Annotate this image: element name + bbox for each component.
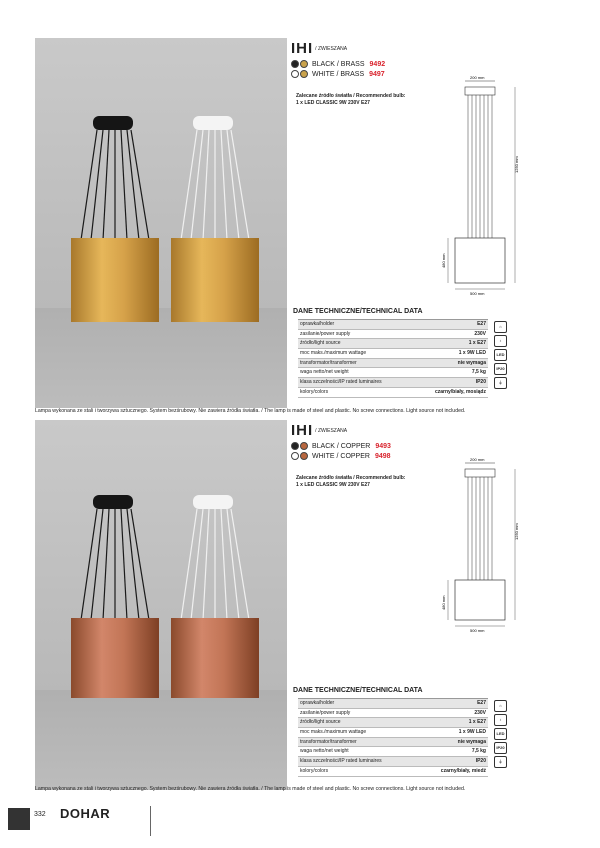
dim-top: 200 mm xyxy=(470,457,485,462)
tech-row: oprawka/holder E27 xyxy=(298,699,488,709)
tech-table xyxy=(298,698,488,777)
ground-icon: ⏚ xyxy=(494,756,507,768)
led-icon: LED xyxy=(494,349,507,361)
dim-top: 200 mm xyxy=(470,75,485,80)
ground-icon: ⏚ xyxy=(494,377,507,389)
tech-row: waga netto/net weight 7,5 kg xyxy=(298,747,488,757)
dim-width: 500 mm xyxy=(470,628,485,633)
lamp-illustration xyxy=(35,38,287,408)
home-icon: ⌂ xyxy=(494,321,507,333)
tech-icons xyxy=(494,700,506,770)
dim-shade: 480 mm xyxy=(441,253,446,268)
product-photo xyxy=(35,420,287,775)
tech-table xyxy=(298,319,488,398)
product-title: IHI / ZWIESZANA xyxy=(291,422,348,439)
tech-row: transformator/transformer nie wymaga xyxy=(298,738,488,748)
tech-row: kolory/colors czarny/biały, mosiądz xyxy=(298,388,488,398)
brand-logo: DOHAR xyxy=(60,806,111,821)
bulb-icon: ♁ xyxy=(494,714,507,726)
tech-row: źródło/light source 1 x E27 xyxy=(298,339,488,349)
tech-row: źródło/light source 1 x E27 xyxy=(298,718,488,728)
variant-2: WHITE / COPPER 9498 xyxy=(291,452,391,460)
tech-icons xyxy=(494,321,506,391)
lamp-illustration xyxy=(35,420,287,775)
product-section-2 xyxy=(0,420,600,790)
variant-1: BLACK / COPPER 9493 xyxy=(291,442,391,450)
tech-row: waga netto/net weight 7,5 kg xyxy=(298,368,488,378)
ip20-icon: IP20 xyxy=(494,742,507,754)
product-photo xyxy=(35,38,287,408)
tech-row: transformator/transformer nie wymaga xyxy=(298,359,488,369)
home-icon: ⌂ xyxy=(494,700,507,712)
led-icon: LED xyxy=(494,728,507,740)
dim-height: 1250 mm xyxy=(514,156,519,173)
tech-row: kolory/colors czarny/biały, miedź xyxy=(298,767,488,777)
tech-title: DANE TECHNICZNE/TECHNICAL DATA xyxy=(293,687,423,694)
recommended-bulb: Zalecane źródło światła / Recommended bulb: 1 x LED CLASSIC 9W 230V E27 xyxy=(296,93,406,106)
tech-title: DANE TECHNICZNE/TECHNICAL DATA xyxy=(293,308,423,315)
product-note: Lampa wykonana ze stali i tworzywa sztucznego. System bezśrubowy. Nie zawiera źródła światła. / The lamp is made of steel and plastic. No screw connections. Light source not included. xyxy=(35,786,466,792)
product-title: IHI / ZWIESZANA xyxy=(291,40,348,57)
tech-row: moc maks./maximum wattage 1 x 9W LED xyxy=(298,728,488,738)
dimension-drawing xyxy=(430,455,530,675)
tech-row: zasilanie/power supply 230V xyxy=(298,330,488,340)
product-section-1 xyxy=(0,38,600,414)
dimension-drawing xyxy=(430,73,530,296)
page-number: 332 xyxy=(34,811,46,818)
footer-mark xyxy=(8,808,30,830)
tech-row: oprawka/holder E27 xyxy=(298,320,488,330)
footer-divider xyxy=(150,806,151,836)
dim-width: 500 mm xyxy=(470,291,485,296)
variant-2: WHITE / BRASS 9497 xyxy=(291,70,385,78)
bulb-icon: ♁ xyxy=(494,335,507,347)
tech-row: moc maks./maximum wattage 1 x 9W LED xyxy=(298,349,488,359)
dim-height: 1250 mm xyxy=(514,523,519,540)
tech-row: klasa szczelności/IP rated luminaires IP20 xyxy=(298,757,488,767)
variant-1: BLACK / BRASS 9492 xyxy=(291,60,385,68)
recommended-bulb: Zalecane źródło światła / Recommended bulb: 1 x LED CLASSIC 9W 230V E27 xyxy=(296,475,406,488)
dim-shade: 480 mm xyxy=(441,595,446,610)
tech-row: klasa szczelności/IP rated luminaires IP20 xyxy=(298,378,488,388)
ip20-icon: IP20 xyxy=(494,363,507,375)
tech-row: zasilanie/power supply 230V xyxy=(298,709,488,719)
product-note: Lampa wykonana ze stali i tworzywa sztucznego. System bezśrubowy. Nie zawiera źródła światła. / The lamp is made of steel and plastic. No screw connections. Light source not included. xyxy=(35,408,466,414)
